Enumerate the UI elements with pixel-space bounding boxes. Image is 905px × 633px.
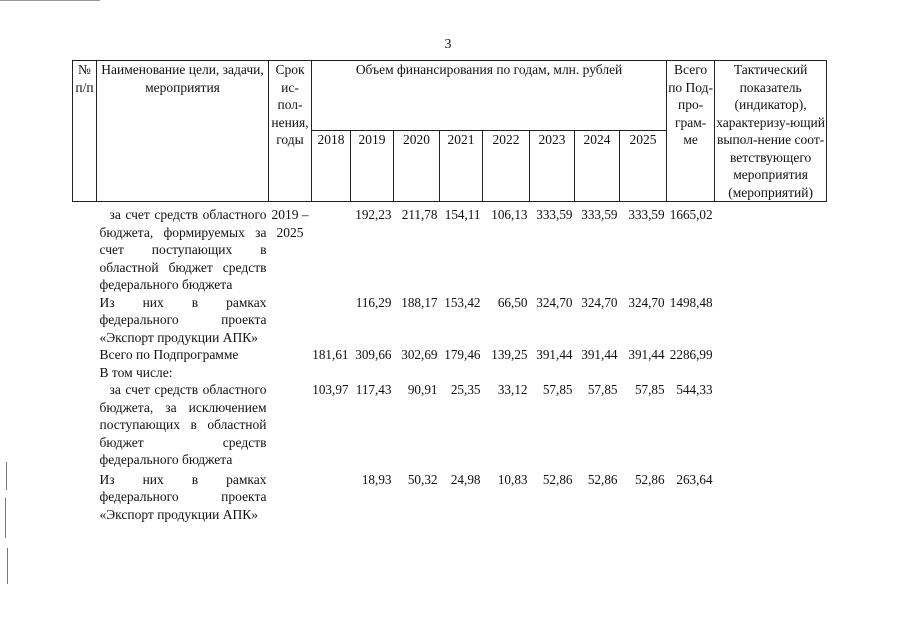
- header-indicator: [715, 61, 827, 202]
- row-value: [312, 202, 351, 294]
- header-year: 2019: [351, 130, 394, 201]
- header-year: 2025: [620, 130, 667, 201]
- table-row: [73, 364, 827, 382]
- header-total-label: Всего по Под-про-грам-ме: [668, 62, 714, 147]
- row-indicator: [715, 469, 827, 524]
- row-period: [269, 469, 312, 524]
- row-value: 33,12: [497, 382, 528, 397]
- row-value: 324,70: [536, 294, 573, 310]
- row-value: 66,50: [497, 294, 528, 310]
- row-value: [483, 364, 530, 382]
- row-value: 116,29: [355, 294, 392, 310]
- row-total: 1498,48: [669, 294, 713, 310]
- row-value: [312, 469, 351, 524]
- header-year: 2023: [530, 130, 575, 201]
- row-name: Из них в рамках федерального проекта «Экспорт продукции АПК»: [99, 471, 267, 522]
- header-indicator-label: Тактический показатель (индикатор), характеризу-ющий выпол-нение соот-ветствующего мероприятия (мероприятий): [716, 62, 825, 200]
- row-value: 50,32: [407, 471, 438, 487]
- row-value: [312, 294, 351, 347]
- row-value: [530, 364, 575, 382]
- header-total: [667, 61, 715, 202]
- table-row: [73, 381, 827, 469]
- row-value: 18,93: [361, 471, 392, 487]
- row-total: [667, 364, 715, 382]
- row-name: за счет средств областного бюджета, за исключением поступающих в областной бюджет средств федерального бюджета: [99, 382, 267, 467]
- row-value: [394, 364, 440, 382]
- row-value: 333,59: [628, 207, 665, 222]
- header-funding-label: Объем финансирования по годам, млн. рублей: [355, 62, 623, 77]
- row-indicator: [715, 202, 827, 294]
- row-name: Из них в рамках федерального проекта «Экспорт продукции АПК»: [99, 294, 267, 345]
- row-total: 1665,02: [669, 207, 713, 222]
- header-name-label: Наименование цели, задачи, мероприятия: [101, 62, 264, 95]
- row-value: 10,83: [497, 471, 528, 487]
- scan-mark: [5, 498, 6, 538]
- header-funding: [312, 61, 667, 131]
- row-value: 192,23: [355, 207, 392, 222]
- row-number: [73, 364, 97, 382]
- header-number-label: № п/п: [75, 62, 94, 95]
- row-value: 57,85: [587, 382, 618, 397]
- row-number: [73, 381, 97, 469]
- row-value: 154,11: [444, 207, 481, 222]
- row-value: [575, 364, 620, 382]
- page-number: 3: [444, 37, 452, 52]
- scan-mark: [0, 0, 100, 1]
- row-value: [312, 364, 351, 382]
- row-value: 302,69: [401, 347, 438, 362]
- row-number: [73, 202, 97, 294]
- row-value: 57,85: [542, 382, 573, 397]
- row-value: [440, 364, 483, 382]
- row-value: 117,43: [355, 382, 392, 397]
- row-value: 391,44: [536, 347, 573, 362]
- table-row: [73, 202, 827, 294]
- row-period: [269, 364, 312, 382]
- header-row-1: [73, 61, 827, 131]
- header-year: 2021: [440, 130, 483, 201]
- header-year: 2018: [312, 130, 351, 201]
- scan-mark: [6, 462, 7, 490]
- row-value: 179,46: [444, 347, 481, 362]
- row-number: [73, 469, 97, 524]
- row-value: 52,86: [542, 471, 573, 487]
- row-value: [620, 364, 667, 382]
- header-year: 2022: [483, 130, 530, 201]
- row-value: 211,78: [401, 207, 438, 222]
- row-period: 2019 – 2025: [271, 207, 309, 240]
- row-value: 309,66: [355, 347, 392, 362]
- row-value: 333,59: [581, 207, 618, 222]
- row-value: 188,17: [401, 294, 438, 310]
- table-row: [73, 294, 827, 347]
- header-name: [97, 61, 269, 202]
- row-value: 103,97: [312, 382, 349, 397]
- row-period: [269, 381, 312, 469]
- row-value: 333,59: [536, 207, 573, 222]
- row-period: [269, 294, 312, 347]
- table-row: [73, 469, 827, 524]
- row-value: 52,86: [587, 471, 618, 487]
- row-value: 153,42: [444, 294, 481, 310]
- row-value: [351, 364, 394, 382]
- row-value: 391,44: [581, 347, 618, 362]
- scan-mark: [7, 548, 8, 584]
- row-period: [269, 346, 312, 364]
- row-value: 181,61: [312, 347, 349, 362]
- row-indicator: [715, 381, 827, 469]
- row-number: [73, 294, 97, 347]
- header-period: [269, 61, 312, 202]
- header-year: 2020: [394, 130, 440, 201]
- row-value: 52,86: [634, 471, 665, 487]
- row-name: В том числе:: [99, 364, 173, 380]
- row-value: 324,70: [581, 294, 618, 310]
- row-value: 391,44: [628, 347, 665, 362]
- header-number: [73, 61, 97, 202]
- row-value: 90,91: [407, 382, 438, 397]
- row-value: 25,35: [450, 382, 481, 397]
- header-year: 2024: [575, 130, 620, 201]
- row-indicator: [715, 346, 827, 364]
- row-value: 24,98: [450, 471, 481, 487]
- row-total: 544,33: [676, 382, 713, 397]
- row-name: Всего по Подпрограмме: [99, 347, 239, 362]
- row-value: 106,13: [491, 207, 528, 222]
- row-indicator: [715, 364, 827, 382]
- row-value: 139,25: [491, 347, 528, 362]
- table-row: [73, 346, 827, 364]
- budget-table: [72, 60, 827, 523]
- row-name: за счет средств областного бюджета, формируемых за счет поступающих в областной бюджет средств федерального бюджета: [99, 207, 267, 292]
- row-indicator: [715, 294, 827, 347]
- row-total: 2286,99: [669, 347, 713, 362]
- header-period-label: Срок ис-пол-нения, годы: [271, 62, 309, 147]
- row-value: 324,70: [628, 294, 665, 310]
- row-number: [73, 346, 97, 364]
- row-value: 57,85: [634, 382, 665, 397]
- row-total: 263,64: [676, 471, 713, 487]
